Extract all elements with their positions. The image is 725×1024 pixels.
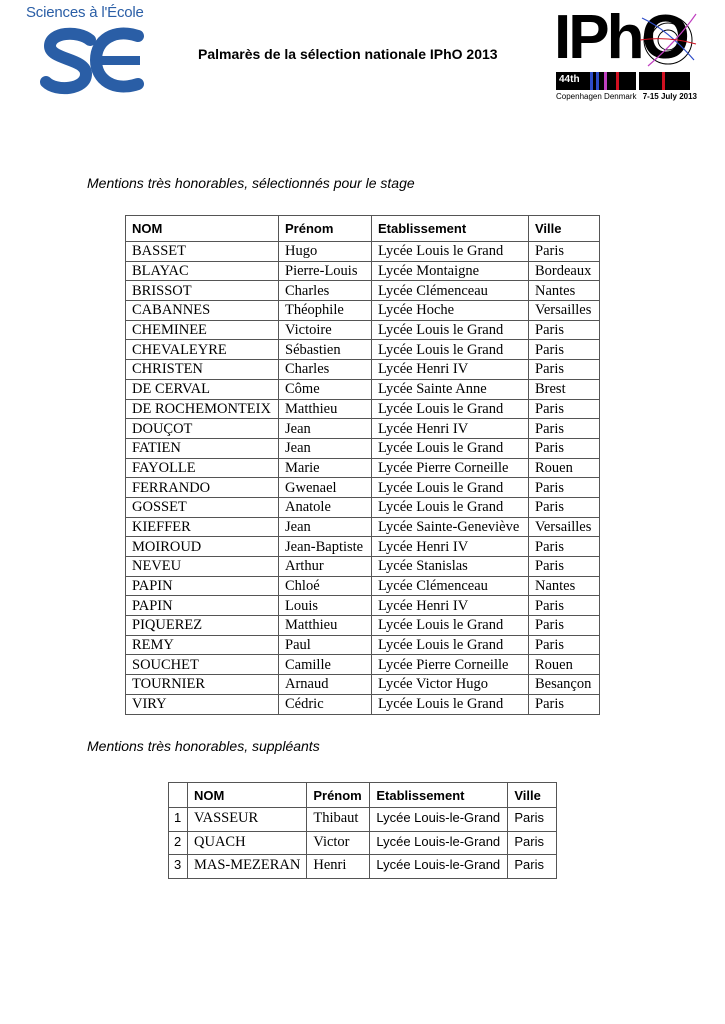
table-cell-ville: Rouen [529,655,600,675]
table-cell-nom: SOUCHET [126,655,279,675]
table-cell-prenom: Jean [279,438,372,458]
particle-tracks-icon [638,10,698,70]
table-cell-ville: Paris [508,855,557,879]
table-cell-nom: QUACH [188,831,307,855]
table-cell-etab: Lycée Louis le Grand [372,635,529,655]
table-row [126,261,600,281]
column-header-etablissement: Etablissement [372,216,529,242]
ipho-location-text: Copenhagen Denmark [556,92,637,101]
table-row [126,458,600,478]
section-heading-selected: Mentions très honorables, sélectionnés pour le stage [87,175,415,191]
se-logo-icon [40,26,150,100]
left-logo-text: Sciences à l'École [26,4,144,21]
table-cell-ville: Paris [529,399,600,419]
table-cell-prenom: Paul [279,635,372,655]
table-cell-prenom: Arnaud [279,675,372,695]
column-header-prenom: Prénom [307,783,370,808]
table-cell-etab: Lycée Victor Hugo [372,675,529,695]
table-cell-nom: GOSSET [126,497,279,517]
table-cell-nom: NEVEU [126,557,279,577]
table-cell-nom: TOURNIER [126,675,279,695]
table-cell-etab: Lycée Pierre Corneille [372,655,529,675]
table-cell-etab: Lycée Hoche [372,301,529,321]
table-cell-etab: Lycée Montaigne [372,261,529,281]
table-cell-prenom: Jean-Baptiste [279,537,372,557]
table-row [126,340,600,360]
table-cell-nom: PIQUEREZ [126,616,279,636]
table-cell-etab: Lycée Pierre Corneille [372,458,529,478]
table-cell-etab: Lycée Henri IV [372,360,529,380]
sciences-a-l-ecole-logo [26,4,152,100]
table-cell-etab: Lycée Henri IV [372,537,529,557]
column-header-nom: NOM [126,216,279,242]
table-cell-nom: CABANNES [126,301,279,321]
table-cell-ville: Paris [529,320,600,340]
table-cell-nom: FERRANDO [126,478,279,498]
table-cell-nom: CHRISTEN [126,360,279,380]
table-cell-nom: DE ROCHEMONTEIX [126,399,279,419]
table-cell-nom: DE CERVAL [126,379,279,399]
band-bar [616,72,619,90]
table-cell-num: 2 [169,831,188,855]
band-bar [590,72,593,90]
table-cell-ville: Paris [529,635,600,655]
table-row [126,242,600,262]
table-cell-ville: Paris [529,438,600,458]
table-cell-nom: KIEFFER [126,517,279,537]
table-cell-ville: Paris [508,831,557,855]
table-row [126,438,600,458]
table-cell-etab: Lycée Sainte Anne [372,379,529,399]
ipho-2013-logo [550,3,697,104]
table-cell-prenom: Matthieu [279,399,372,419]
table-row [126,655,600,675]
table-cell-etab: Lycée Louis le Grand [372,340,529,360]
table-cell-etab: Lycée Louis le Grand [372,478,529,498]
alternate-students-rows [169,808,557,879]
table-cell-prenom: Henri [307,855,370,879]
table-row [126,478,600,498]
table-row [126,301,600,321]
table-cell-ville: Nantes [529,281,600,301]
table-cell-etab: Lycée Louis le Grand [372,438,529,458]
page-title: Palmarès de la sélection nationale IPhO 2013 [198,46,498,62]
table-cell-etab: Lycée Henri IV [372,419,529,439]
table-cell-etab: Lycée Clémenceau [372,281,529,301]
table-cell-ville: Paris [529,478,600,498]
table-cell-prenom: Arthur [279,557,372,577]
table-cell-prenom: Charles [279,281,372,301]
table-row [126,616,600,636]
ipho-location [556,92,697,101]
table-cell-etab: Lycée Louis le Grand [372,497,529,517]
table-cell-nom: PAPIN [126,576,279,596]
table-row [169,831,557,855]
table-cell-etab: Lycée Louis-le-Grand [370,808,508,832]
selected-students-table [125,215,600,715]
band-bar [662,72,665,90]
table-row [169,855,557,879]
selected-students-rows [126,242,600,715]
table-cell-nom: FAYOLLE [126,458,279,478]
table-cell-prenom: Chloé [279,576,372,596]
table-cell-prenom: Jean [279,419,372,439]
table-cell-prenom: Cédric [279,694,372,714]
table-cell-prenom: Hugo [279,242,372,262]
table-cell-prenom: Matthieu [279,616,372,636]
table-row [126,281,600,301]
table-cell-ville: Paris [529,497,600,517]
table-cell-prenom: Thibaut [307,808,370,832]
ipho-edition-band [556,72,690,90]
table-cell-num: 3 [169,855,188,879]
column-header-ville: Ville [508,783,557,808]
table-cell-etab: Lycée Louis le Grand [372,242,529,262]
table-cell-nom: BASSET [126,242,279,262]
table-row [126,537,600,557]
table-row [126,320,600,340]
table-cell-etab: Lycée Louis le Grand [372,320,529,340]
table-cell-prenom: Camille [279,655,372,675]
table-row [126,379,600,399]
table-row [126,517,600,537]
table-cell-ville: Paris [529,242,600,262]
table-cell-etab: Lycée Louis le Grand [372,399,529,419]
table-cell-ville: Paris [529,537,600,557]
column-header-etablissement: Etablissement [370,783,508,808]
table-row [126,694,600,714]
table-cell-nom: VASSEUR [188,808,307,832]
table-cell-etab: Lycée Clémenceau [372,576,529,596]
column-header-rank [169,783,188,808]
table-cell-etab: Lycée Stanislas [372,557,529,577]
table-row [126,675,600,695]
table-cell-prenom: Pierre-Louis [279,261,372,281]
table-row [126,557,600,577]
table-cell-nom: VIRY [126,694,279,714]
alternate-students-table [168,782,557,879]
table-cell-prenom: Théophile [279,301,372,321]
table-cell-nom: DOUÇOT [126,419,279,439]
table-row [126,419,600,439]
table-row [126,576,600,596]
table-cell-ville: Paris [529,360,600,380]
table-cell-ville: Paris [529,694,600,714]
table-cell-ville: Paris [529,419,600,439]
table-cell-prenom: Côme [279,379,372,399]
table-cell-prenom: Gwenael [279,478,372,498]
table-cell-etab: Lycée Louis le Grand [372,694,529,714]
table-header-row [169,783,557,808]
table-cell-etab: Lycée Louis le Grand [372,616,529,636]
table-cell-nom: CHEVALEYRE [126,340,279,360]
table-cell-etab: Lycée Sainte-Geneviève [372,517,529,537]
table-cell-prenom: Victor [307,831,370,855]
table-cell-ville: Nantes [529,576,600,596]
table-cell-nom: PAPIN [126,596,279,616]
table-cell-ville: Brest [529,379,600,399]
table-cell-nom: REMY [126,635,279,655]
table-cell-num: 1 [169,808,188,832]
table-cell-ville: Besançon [529,675,600,695]
table-cell-nom: BLAYAC [126,261,279,281]
table-header-row [126,216,600,242]
table-cell-ville: Paris [529,557,600,577]
table-row [126,360,600,380]
table-cell-prenom: Charles [279,360,372,380]
table-cell-etab: Lycée Louis-le-Grand [370,831,508,855]
table-cell-prenom: Marie [279,458,372,478]
table-cell-nom: MOIROUD [126,537,279,557]
table-cell-nom: FATIEN [126,438,279,458]
table-cell-prenom: Victoire [279,320,372,340]
table-cell-ville: Rouen [529,458,600,478]
band-bar [636,72,639,90]
table-row [126,399,600,419]
ipho-wordmark: IPhO [554,3,687,72]
band-bar [596,72,599,90]
table-cell-nom: MAS-MEZERAN [188,855,307,879]
band-bar [604,72,607,90]
table-cell-ville: Paris [508,808,557,832]
table-row [126,497,600,517]
table-cell-ville: Bordeaux [529,261,600,281]
table-row [126,635,600,655]
table-cell-ville: Paris [529,596,600,616]
table-cell-nom: BRISSOT [126,281,279,301]
table-cell-ville: Paris [529,340,600,360]
ipho-edition: 44th [559,74,580,85]
table-cell-nom: CHEMINEE [126,320,279,340]
ipho-dates: 7-15 July 2013 [642,92,697,101]
table-cell-prenom: Anatole [279,497,372,517]
table-cell-etab: Lycée Henri IV [372,596,529,616]
table-cell-prenom: Jean [279,517,372,537]
table-cell-ville: Versailles [529,301,600,321]
table-row [169,808,557,832]
table-cell-prenom: Sébastien [279,340,372,360]
column-header-ville: Ville [529,216,600,242]
table-cell-etab: Lycée Louis-le-Grand [370,855,508,879]
table-cell-ville: Versailles [529,517,600,537]
column-header-prenom: Prénom [279,216,372,242]
column-header-nom: NOM [188,783,307,808]
section-heading-alternates: Mentions très honorables, suppléants [87,738,320,754]
table-cell-ville: Paris [529,616,600,636]
table-row [126,596,600,616]
table-cell-prenom: Louis [279,596,372,616]
